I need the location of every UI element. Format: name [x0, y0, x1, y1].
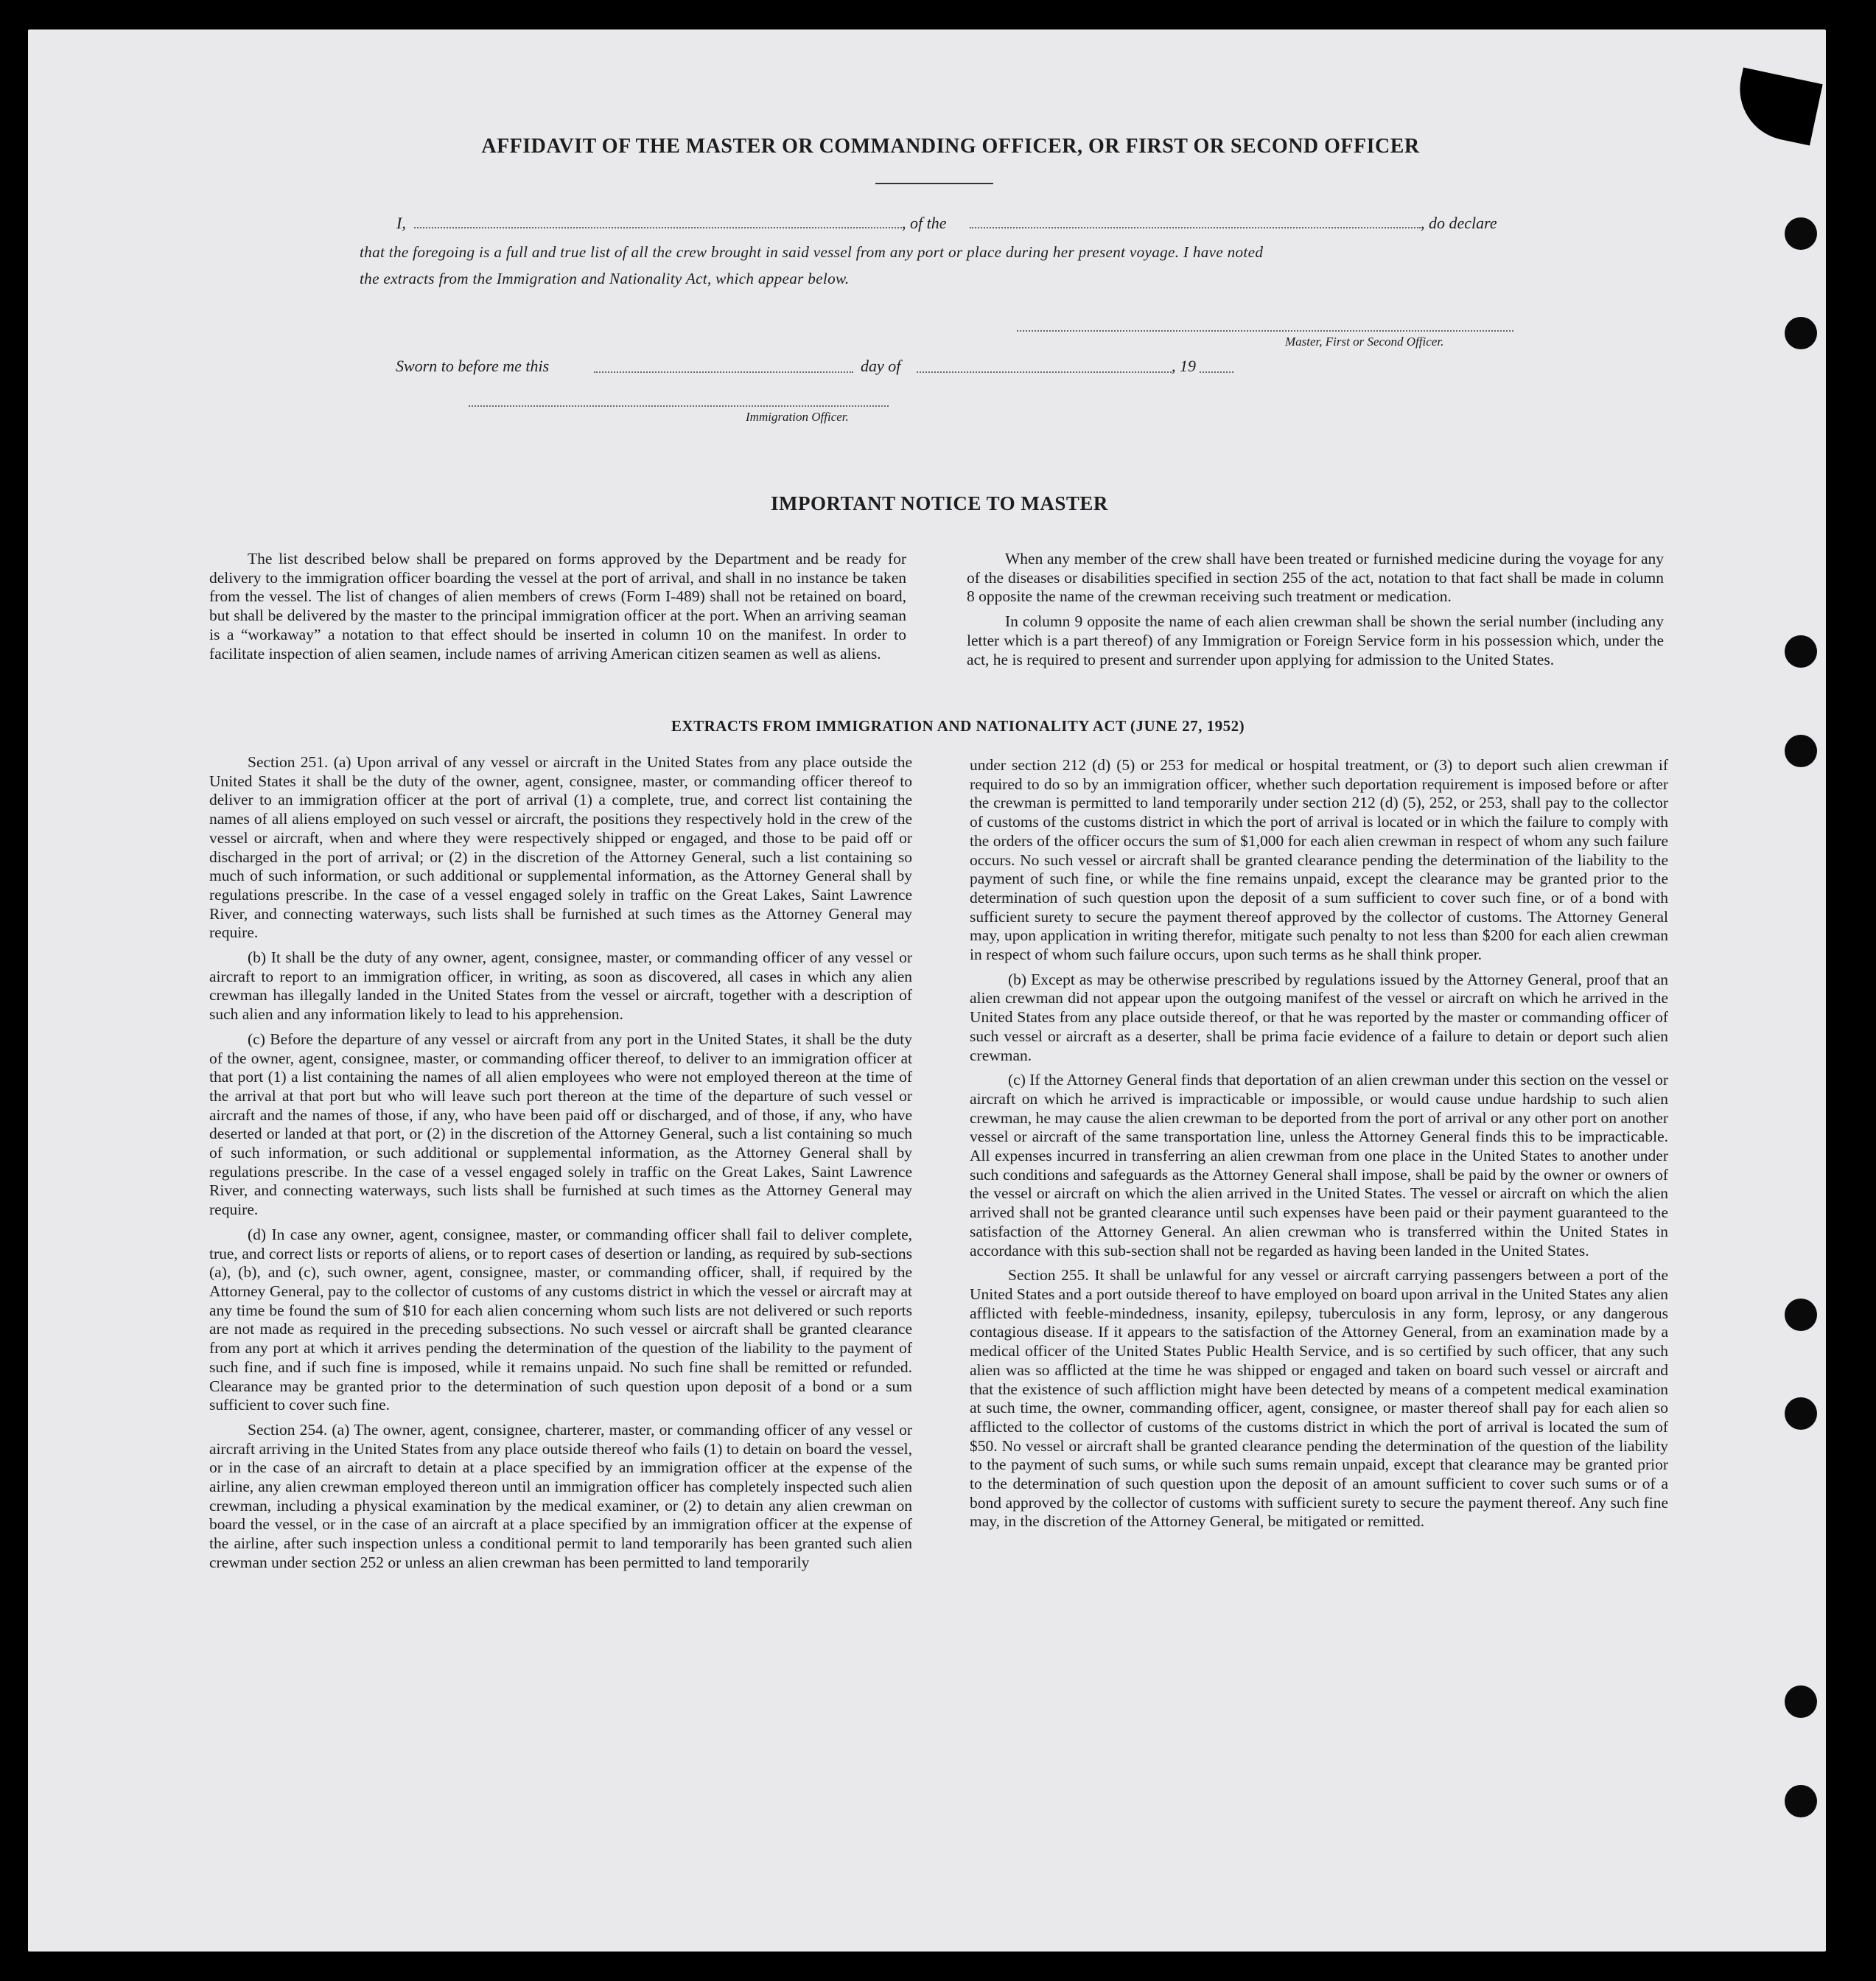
declaration-text-line2: the extracts from the Immigration and Nationality Act, which appear below.: [360, 270, 850, 287]
statute-paragraph: Section 251. (a) Upon arrival of any vessel or aircraft in the United States from any place outside the United States it shall be the duty of the owner, agent, consignee, master, or commanding officer thereof to deliver to an immigration officer at the port of arrival (1) a complete, true, and correct list containing the names of all aliens employed on such vessel or aircraft, the positions they respectively hold in the crew of the vessel or aircraft, when and where they were respectively shipped or engaged, and those to be paid off or discharged in the port of arrival; or (2) in the discretion of the Attorney General, such a list containing so much of such information, or such additional or supplemental information, as the Attorney General shall by regulations prescribe. In the case of a vessel engaged solely in traffic on the Great Lakes, Saint Lawrence River, and connecting waterways, such lists shall be furnished at such times as the Attorney General may require.: [209, 753, 912, 942]
binder-hole-icon: [1785, 1397, 1817, 1430]
statute-paragraph: (d) In case any owner, agent, consignee, master, or commanding officer shall fail to deliver complete, true, and correct lists or reports of aliens, or to report cases of desertion or landing, as required by sub-sections (a), (b), and (c), such owner, agent, consignee, master, or commanding officer, shall, if required by the Attorney General, pay to the collector of customs of any customs district in which the vessel or aircraft may at any time be found the sum of $10 for each alien concerning whom such lists are not delivered or such reports are not made as required in the preceding subsections. No such vessel or aircraft shall be granted clearance from any port at which it arrives pending the determination of the question of the liability to the payment of such fine, and if such fine is imposed, while it remains unpaid. No such fine shall be remitted or refunded. Clearance may be granted prior to the determination of such question upon deposit of a bond or a sum sufficient to cover such fine.: [209, 1225, 912, 1414]
torn-corner: [1730, 67, 1822, 145]
notice-left-column: [209, 550, 906, 669]
master-signature-label: Master, First or Second Officer.: [1285, 335, 1444, 349]
binder-hole-icon: [1785, 735, 1817, 767]
sworn-month-field[interactable]: [917, 371, 1172, 373]
do-declare-label: , do declare: [1421, 214, 1497, 232]
notice-paragraph: The list described below shall be prepared on forms approved by the Department and be ready for delivery to the immigration officer boarding the vessel at the port of arrival, and shall in no instance be taken from the vessel. The list of changes of alien members of crews (Form I-489) shall not be retained on board, but shall be delivered by the master to the principal immigration officer at the port. When an arriving seaman is a “workaway” a notation to that effect should be inserted in column 10 on the manifest. In order to facilitate inspection of alien seamen, include names of arriving American citizen seamen as well as aliens.: [209, 550, 906, 663]
immigration-officer-signature-field[interactable]: [469, 405, 889, 407]
statute-paragraph: (b) It shall be the duty of any owner, agent, consignee, master, or commanding officer of any vessel or aircraft to report to an immigration officer, in writing, as soon as discovered, all cases in which any alien crewman has illegally landed in the United States from the vessel or aircraft, together with a description of such alien and any information likely to lead to his apprehension.: [209, 948, 912, 1024]
notice-paragraph: In column 9 opposite the name of each alien crewman shall be shown the serial number (including any letter which is a part thereof) of any Immigration or Foreign Service form in his possession which, under the act, he is required to present and surrender upon applying for admission to the United States.: [967, 612, 1664, 668]
binder-hole-icon: [1785, 1785, 1817, 1817]
of-the-label: , of the: [902, 214, 947, 232]
immigration-officer-label: Immigration Officer.: [746, 410, 849, 424]
notice-right-column: [967, 550, 1664, 675]
day-of-label: day of: [861, 357, 901, 375]
notice-paragraph: When any member of the crew shall have been treated or furnished medicine during the voyage for any of the diseases or disabilities specified in section 255 of the act, notation to that fact shall be made in column 8 opposite the name of the crewman receiving such treatment or medication.: [967, 550, 1664, 606]
binder-hole-icon: [1785, 635, 1817, 668]
sworn-label: Sworn to before me this: [396, 357, 550, 375]
name-field[interactable]: [414, 227, 902, 228]
extracts-right-column: [970, 756, 1668, 1537]
vessel-field[interactable]: [970, 227, 1421, 228]
declaration-text-line1: that the foregoing is a full and true list of all the crew brought in said vessel from any port or place during her present voyage. I have noted: [360, 243, 1264, 261]
statute-paragraph: (c) Before the departure of any vessel or aircraft from any port in the United States, it shall be the duty of the owner, agent, consignee, master, or commanding officer thereof, to deliver to an immigration officer at that port (1) a list containing the names of all alien employees who were not employed thereon at the time of the arrival at that port but who will leave such port thereon at the time of the departure of such vessel or aircraft and the names of those, if any, who have been paid off or discharged, and of those, if any, who have deserted or landed at that port, or (2) in the discretion of the Attorney General, such a list containing so much of such information, or such additional or supplemental information, as the Attorney General shall by regulations prescribe. In the case of a vessel engaged solely in traffic on the Great Lakes, Saint Lawrence River, and connecting waterways, such lists shall be furnished at such times as the Attorney General may require.: [209, 1030, 912, 1219]
binder-hole-icon: [1785, 1299, 1817, 1331]
statute-paragraph: (b) Except as may be otherwise prescribed by regulations issued by the Attorney General, proof that an alien crewman did not appear upon the outgoing manifest of the vessel or aircraft on which he arrived in the United States from any place outside thereof, or that he was reported by the master or commanding officer of such vessel or aircraft as a deserter, shall be prima facie evidence of a failure to detain or deport such alien crewman.: [970, 970, 1668, 1064]
statute-paragraph: under section 212 (d) (5) or 253 for medical or hospital treatment, or (3) to deport such alien crewman if required to do so by an immigration officer, whether such deportation requirement is imposed before or after the crewman is permitted to land temporarily under section 212 (d) (5), 252, or 253, shall pay to the collector of customs of the customs district in which the port of arrival is located or in which the failure to comply with the orders of the officer occurs the sum of $1,000 for each alien crewman in respect of whom any such failure occurs. No such vessel or aircraft shall be granted clearance pending the determination of the liability to the payment of such fine, or while the fine remains unpaid, except the clearance may be granted prior to the determination of such question upon the deposit of a sum sufficient to cover such fine, or of a bond with sufficient surety to secure the payment thereof approved by the collector of customs. The Attorney General may, upon application in writing therefor, mitigate such penalty to not less than $200 for each alien crewman in respect of whom such failure occurs, upon such terms as he shall think proper.: [970, 756, 1668, 964]
statute-paragraph: Section 254. (a) The owner, agent, consignee, charterer, master, or commanding officer of any vessel or aircraft arriving in the United States from any place outside thereof who fails (1) to detain on board the vessel, or in the case of an aircraft to detain at a place specified by an immigration officer at the expense of the airline, any alien crewman employed thereon until an immigration officer has completely inspected such alien crewman, including a physical examination by the medical examiner, or (2) to detain any alien crewman on board the vessel, or in the case of an aircraft at a place specified by an immigration officer at the expense of the airline, after such inspection unless a conditional permit to land temporarily has been granted such alien crewman under section 252 or unless an alien crewman has been permitted to land temporarily: [209, 1420, 912, 1571]
sworn-day-field[interactable]: [594, 371, 853, 373]
statute-paragraph: (c) If the Attorney General finds that deportation of an alien crewman under this section on the vessel or aircraft on which he arrived is impracticable or impossible, or would cause undue hardship to such alien crewman, he may cause the alien crewman to be deported from the port of arrival or any other port on another vessel or aircraft of the same transportation line, unless the Attorney General finds this to be impracticable. All expenses incurred in transferring an alien crewman from one place in the United States to another under such conditions and safeguards as the Attorney General shall impose, shall be paid by the owner or owners of the vessel or aircraft on which the alien arrived in the United States. The vessel or aircraft on which the alien arrived shall not be granted clearance until such expenses have been paid or their payment guaranteed to the satisfaction of the Attorney General. An alien crewman who is transferred within the United States in accordance with this sub-section shall not be regarded as having been landed in the United States.: [970, 1071, 1668, 1259]
i-label: I,: [396, 214, 406, 232]
extracts-title: EXTRACTS FROM IMMIGRATION AND NATIONALITY ACT (JUNE 27, 1952): [671, 717, 1245, 735]
binder-hole-icon: [1785, 217, 1817, 250]
affidavit-title: AFFIDAVIT OF THE MASTER OR COMMANDING OFFICER, OR FIRST OR SECOND OFFICER: [481, 135, 1420, 158]
notice-title: IMPORTANT NOTICE TO MASTER: [771, 492, 1108, 514]
title-divider: [875, 183, 993, 184]
extracts-left-column: [209, 753, 912, 1579]
binder-hole-icon: [1785, 1685, 1817, 1718]
year-label: , 19: [1172, 357, 1196, 375]
master-signature-field[interactable]: [1017, 330, 1513, 332]
binder-hole-icon: [1785, 317, 1817, 349]
sworn-year-field[interactable]: [1200, 371, 1233, 373]
statute-paragraph: Section 255. It shall be unlawful for any vessel or aircraft carrying passengers between a port of the United States and a port outside thereof to have employed on board upon arrival in the United States any alien afflicted with feeble-mindedness, insanity, epilepsy, tuberculosis in any form, leprosy, or any dangerous contagious disease. If it appears to the satisfaction of the Attorney General, from an examination made by a medical officer of the United States Public Health Service, and is so certified by such officer, that any such alien was so afflicted at the time he was shipped or engaged and taken on board such vessel or aircraft and that the existence of such affliction might have been detected by means of a competent medical examination at such time, the owner, commanding officer, agent, consignee, or master thereof shall pay for each alien so afflicted to the collector of customs of the customs district in which the port of arrival is located the sum of $50. No vessel or aircraft shall be granted clearance pending the determination of the question of the liability to the payment of such sums, or while such sums remain unpaid, except that clearance may be granted prior to the determination of such question upon the deposit of an amount sufficient to cover such sums or of a bond approved by the collector of customs with sufficient surety to secure the payment thereof. Any such fine may, in the discretion of the Attorney General, be mitigated or remitted.: [970, 1266, 1668, 1531]
